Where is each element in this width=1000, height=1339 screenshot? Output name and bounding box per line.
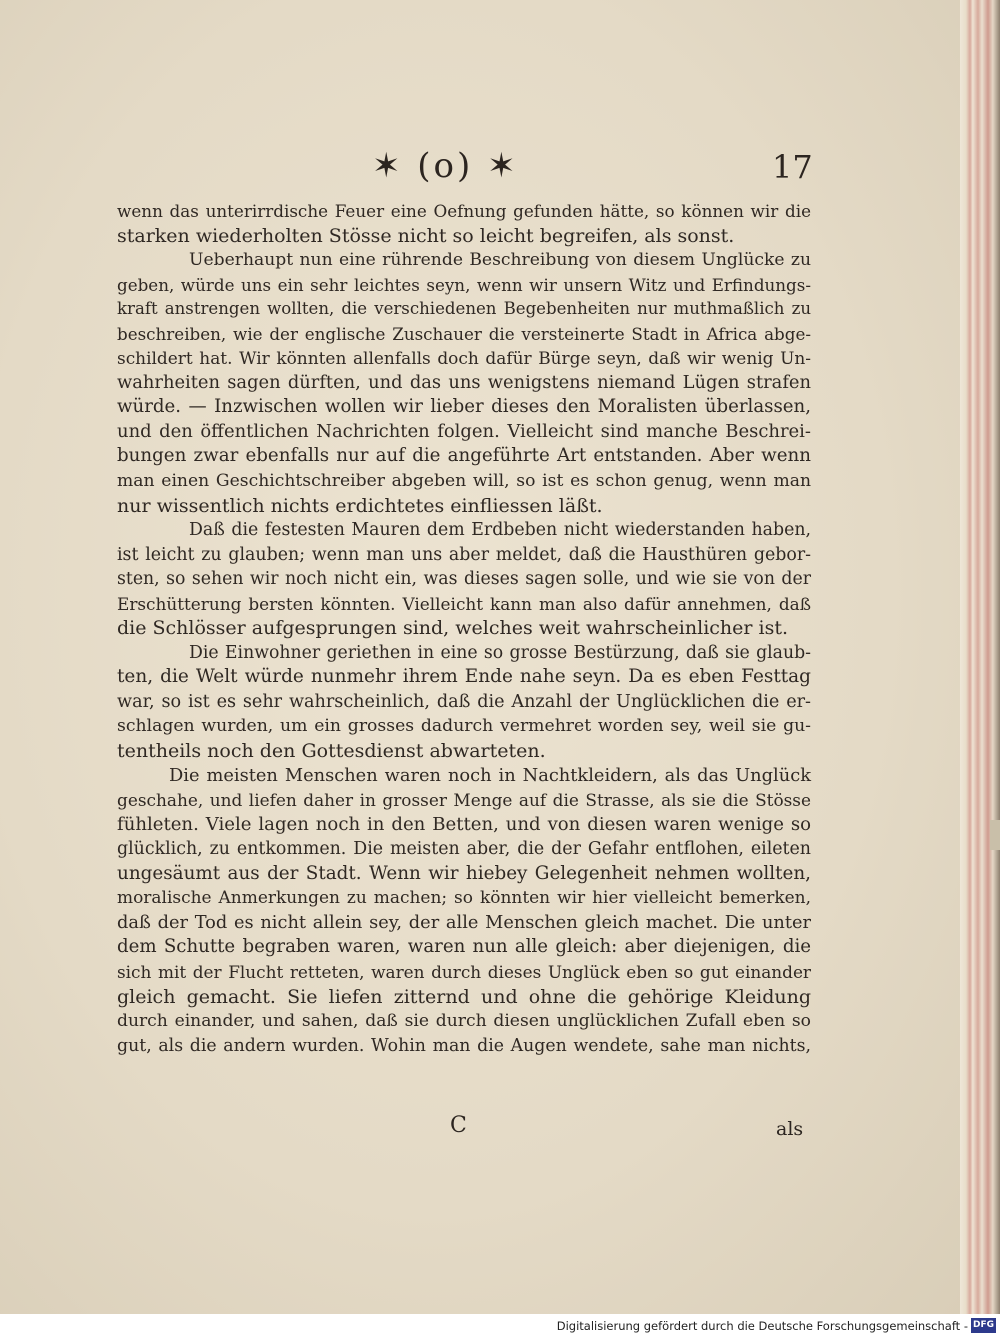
footer-credit: Digitalisierung gefördert durch die Deutsche Forschungsgemeinschaft - <box>556 1319 968 1333</box>
text-line: war, so ist es sehr wahrscheinlich, daß die Anzahl der Unglücklichen die er- <box>117 691 811 712</box>
text-line: die Schlösser aufgesprungen sind, welches weit wahrscheinlicher ist. <box>117 617 789 640</box>
text-line: dem Schutte begraben waren, waren nun alle gleich: aber diejenigen, die <box>117 936 811 958</box>
body-text <box>117 199 811 1058</box>
text-line: gut, als die andern wurden. Wohin man die Augen wendete, sahe man nichts, <box>117 1035 811 1056</box>
text-line: wenn das unterirrdische Feuer eine Oefnung gefunden hätte, so können wir die <box>117 201 811 221</box>
header-ornament: ✶ (o) ✶ <box>372 146 519 186</box>
text-line: ten, die Welt würde nunmehr ihrem Ende nahe seyn. Da es eben Festtag <box>117 666 811 688</box>
text-line: wahrheiten sagen dürften, und das uns wenigstens niemand Lügen strafen <box>117 371 811 393</box>
text-line: schlagen wurden, um ein grosses dadurch vermehret worden sey, weil sie gu- <box>117 716 811 737</box>
text-line: schildert hat. Wir könnten allenfalls doch dafür Bürge seyn, daß wir wenig Un- <box>117 348 811 369</box>
digitization-footer <box>0 1314 1000 1339</box>
text-line: Ueberhaupt nun eine rührende Beschreibung von diesem Unglücke zu <box>189 250 811 271</box>
text-line: Die meisten Menschen waren noch in Nachtkleidern, als das Unglück <box>169 764 811 786</box>
page-edge-stack <box>960 0 1000 1314</box>
text-line: bungen zwar ebenfalls nur auf die angeführte Art entstanden. Aber wenn <box>117 445 811 467</box>
page-number: 17 <box>772 148 813 186</box>
text-line: geschahe, und liefen daher in grosser Menge auf die Strasse, als sie die Stösse <box>117 790 811 811</box>
text-line: fühleten. Viele lagen noch in den Betten, und von diesen waren wenige so <box>117 813 811 835</box>
text-line: daß der Tod es nicht allein sey, der alle Menschen gleich machet. Die unter <box>117 912 811 933</box>
text-line: sich mit der Flucht retteten, waren durch dieses Unglück eben so gut einander <box>117 961 811 982</box>
dfg-logo: DFG <box>971 1318 996 1333</box>
text-line: beschreiben, wie der englische Zuschauer die versteinerte Stadt in Africa abge- <box>117 323 811 344</box>
text-line: ungesäumt aus der Stadt. Wenn wir hiebey Gelegenheit nehmen wollten, <box>117 862 811 884</box>
text-line: und den öffentlichen Nachrichten folgen. Vielleicht sind manche Beschrei- <box>117 420 811 442</box>
text-line: nur wissentlich nichts erdichtetes einfliessen läßt. <box>117 494 603 517</box>
text-line: Die Einwohner geriethen in eine so grosse Bestürzung, daß sie glaub- <box>189 642 811 663</box>
text-line: glücklich, zu entkommen. Die meisten aber, die der Gefahr entflohen, eileten <box>117 839 811 860</box>
page-tab <box>990 820 1000 850</box>
text-line: kraft anstrengen wollten, die verschiedenen Begebenheiten nur muthmaßlich zu <box>117 299 811 319</box>
text-line: sten, so sehen wir noch nicht ein, was dieses sagen solle, und wie sie von der <box>117 569 811 590</box>
text-line: starken wiederholten Stösse nicht so leicht begreifen, als sonst. <box>117 224 735 247</box>
text-line: ist leicht zu glauben; wenn man uns aber meldet, daß die Hausthüren gebor- <box>117 544 811 565</box>
page-header <box>0 146 966 186</box>
text-line: tentheils noch den Gottesdienst abwarteten. <box>117 740 546 763</box>
text-line: Daß die festesten Mauren dem Erdbeben nicht wiederstanden haben, <box>189 520 811 541</box>
text-line: moralische Anmerkungen zu machen; so könnten wir hier vielleicht bemerken, <box>117 888 811 909</box>
text-line: durch einander, und sahen, daß sie durch diesen unglücklichen Zufall eben so <box>117 1011 811 1032</box>
text-line: Erschütterung bersten könnten. Vielleicht kann man also dafür annehmen, daß <box>117 593 811 614</box>
signature-mark: C <box>450 1113 467 1138</box>
text-line: geben, würde uns ein sehr leichtes seyn, wenn wir unsern Witz und Erfindungs- <box>117 274 811 295</box>
text-line: würde. — Inzwischen wollen wir lieber dieses den Moralisten überlassen, <box>117 396 811 418</box>
text-line: man einen Geschichtschreiber abgeben will, so ist es schon genug, wenn man <box>117 471 811 492</box>
catchword: als <box>776 1118 804 1140</box>
text-line: gleich gemacht. Sie liefen zitternd und ohne die gehörige Kleidung <box>117 985 811 1008</box>
